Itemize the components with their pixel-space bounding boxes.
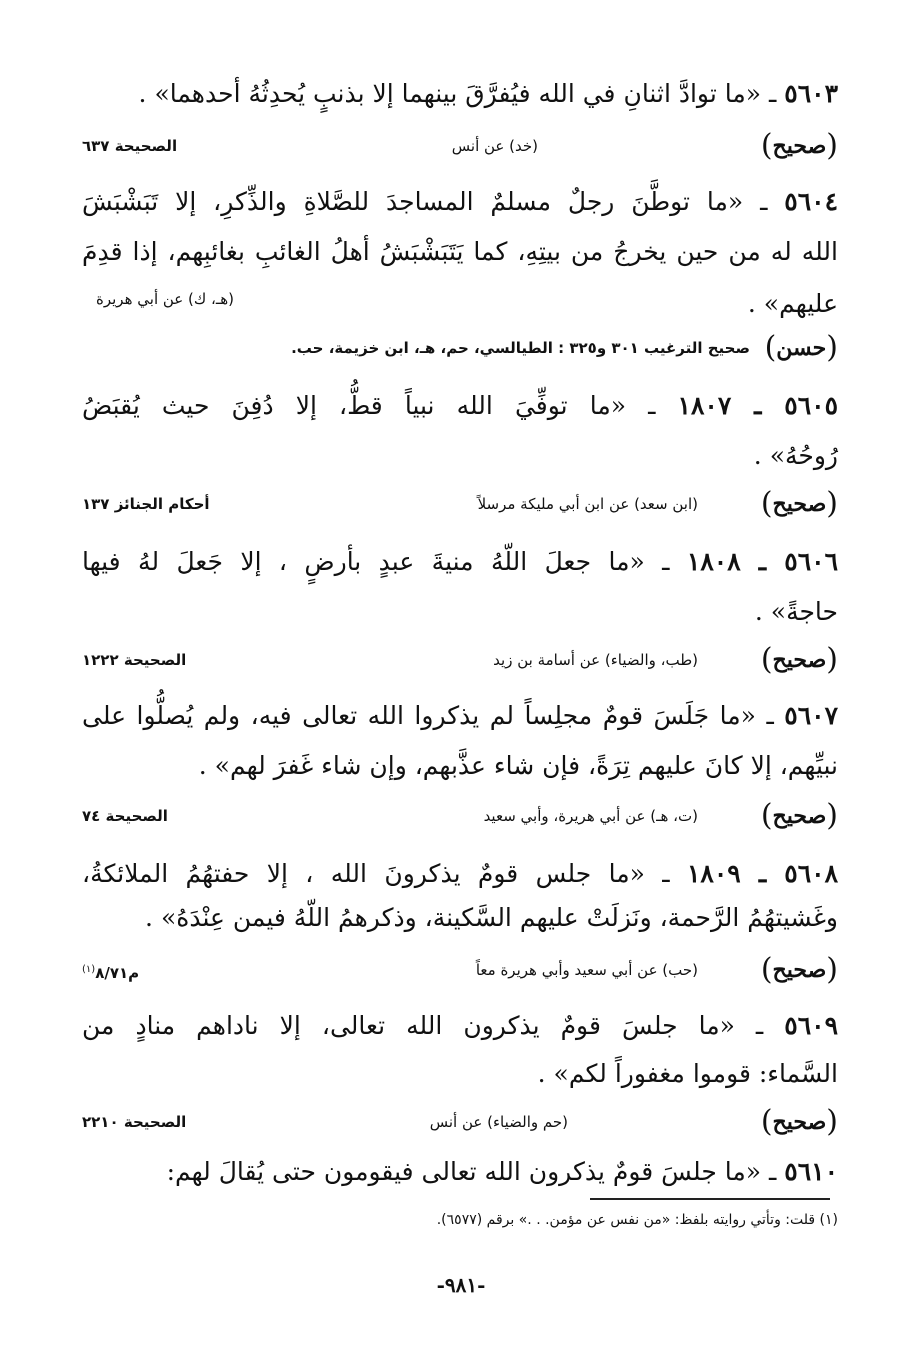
dash: ـ: [662, 547, 670, 576]
grade-label: (صحيح): [760, 486, 838, 521]
source-citation: (طب، والضياء) عن أسامة بن زيد: [493, 651, 698, 669]
dash: ـ: [769, 1157, 777, 1186]
hadith-number: ٥٦٠٩: [784, 1011, 838, 1040]
hadith-5609-grade-row: [82, 1102, 838, 1142]
page-number: -٩٨١-: [436, 1273, 486, 1297]
hadith-number: ٥٦٠٦ ـ ١٨٠٨: [686, 547, 838, 576]
hadith-number: ٥٦٠٤: [784, 187, 838, 216]
dash: ـ: [662, 859, 670, 888]
hadith-text: «ما توطَّنَ رجلٌ مسلمٌ المساجدَ للصَّلاةِ والذِّكرِ، إلا تَبَشْبَشَ: [82, 187, 744, 216]
hadith-5609-line-2: [82, 1052, 838, 1096]
reference: أحكام الجنائز ١٣٧: [82, 495, 210, 513]
reference: الصحيحة ٧٤: [82, 807, 168, 825]
hadith-text: وغَشيتهُمُ الرَّحمة، ونَزلَتْ عليهم السَّكينة، وذكرهمُ اللّهُ فيمن عِنْدَهُ» .: [145, 903, 838, 932]
dash: ـ: [766, 701, 774, 730]
source-citation: (حب) عن أبي سعيد وأبي هريرة معاً: [475, 961, 698, 979]
hadith-5607-grade-row: [82, 796, 838, 836]
hadith-5604-line-2: [82, 230, 838, 274]
grade-label: (حسن): [764, 330, 838, 365]
hadith-text: رُوحُهُ» .: [753, 441, 838, 470]
dash: ـ: [648, 391, 656, 420]
hadith-number: ٥٦٠٨ ـ ١٨٠٩: [686, 859, 838, 888]
footnote: (١) قلت: وتأتي روايته بلفظ: «من نفس عن مؤمن. . .» برقم (٦٥٧٧).: [436, 1212, 838, 1228]
source-citation: (ت، هـ) عن أبي هريرة، وأبي سعيد: [483, 807, 698, 825]
hadith-5607-line-1: [82, 694, 838, 738]
hadith-text: السَّماء: قوموا مغفوراً لكم» .: [537, 1059, 838, 1088]
hadith-5605-line-1: [82, 384, 838, 428]
hadith-5604-line-1: [82, 180, 838, 224]
hadith-text: «ما جعلَ اللّهُ منيةَ عبدٍ بأرضٍ ، إلا جَعلَ لهُ فيها: [82, 547, 645, 576]
hadith-5606-line-2: [82, 590, 838, 634]
source-citation: صحيح الترغيب ٣٠١ و٣٢٥ : الطيالسي، حم، هـ، ابن خزيمة، حب.: [291, 339, 750, 357]
hadith-5603-line-1: [82, 72, 838, 116]
hadith-text: «ما توفِّيَ الله نبياً قطُّ، إلا دُفِنَ حيث يُقبَضُ: [82, 391, 627, 420]
grade-label: (صحيح): [760, 1104, 838, 1139]
dash: ـ: [755, 1011, 764, 1040]
source-citation: (خد) عن أنس: [451, 137, 538, 155]
reference: الصحيحة ٢٢١٠: [82, 1113, 187, 1131]
reference: م٨/٧١$^{(١)}$: [82, 964, 140, 982]
hadith-number: ٥٦٠٣: [784, 79, 838, 108]
hadith-5606-line-1: [82, 540, 838, 584]
grade-label: (صحيح): [760, 128, 838, 163]
hadith-5607-line-2: [82, 744, 838, 788]
hadith-5608-grade-row: [82, 950, 838, 990]
hadith-5605-grade-row: [82, 484, 838, 524]
hadith-text: «ما جلسَ قومٌ يذكرون الله تعالى، إلا ناداهم منادٍ من: [82, 1011, 735, 1040]
hadith-text: عليهم» .: [747, 289, 838, 318]
hadith-5603-grade-row: [82, 126, 838, 166]
source-citation: (ابن سعد) عن ابن أبي مليكة مرسلاً: [477, 495, 698, 513]
hadith-text: «ما جَلَسَ قومٌ مجلِساً لم يذكروا الله تعالى فيه، ولم يُصلُّوا على: [82, 701, 756, 730]
hadith-text: الله له من حين يخرجُ من بيتِهِ، كما يَتَبَشْبَشُ أهلُ الغائبِ بغائبِهم، إذا قدِمَ: [82, 237, 838, 266]
hadith-5606-grade-row: [82, 640, 838, 680]
hadith-text: «ما جلس قومٌ يذكرونَ الله ، إلا حفتهُمُ الملائكةُ،: [82, 859, 645, 888]
reference: الصحيحة ١٢٢٢: [82, 651, 187, 669]
hadith-text: «ما جلسَ قومٌ يذكرون الله تعالى فيقومون حتى يُقالَ لهم:: [166, 1157, 762, 1186]
footnote-marker[interactable]: (١): [82, 964, 96, 975]
hadith-5610-line-1: [82, 1150, 838, 1194]
footnote-divider: [590, 1198, 830, 1200]
hadith-number: ٥٦٠٥ ـ ١٨٠٧: [677, 391, 838, 420]
hadith-5608-line-1: [82, 852, 838, 896]
hadith-5604-grade-row: [82, 328, 838, 368]
hadith-5605-line-2: [82, 434, 838, 478]
grade-label: (صحيح): [760, 952, 838, 987]
hadith-5608-line-2: [82, 896, 838, 940]
hadith-text: «ما توادَّ اثنانِ في الله فيُفرَّقَ بينهما إلا بذنبٍ يُحدِثُهُ أحدهما» .: [138, 79, 762, 108]
grade-label: (صحيح): [760, 642, 838, 677]
reference: الصحيحة ٦٣٧: [82, 137, 178, 155]
dash: ـ: [769, 79, 777, 108]
hadith-number: ٥٦١٠: [784, 1157, 838, 1186]
hadith-text: نبيِّهم، إلا كانَ عليهم تِرَةً، فإن شاء عذَّبهم، وإن شاء غَفرَ لهم» .: [198, 751, 838, 780]
hadith-text: حاجةً» .: [754, 597, 838, 626]
hadith-5609-line-1: [82, 1004, 838, 1048]
source-citation: (حم والضياء) عن أنس: [429, 1113, 568, 1131]
grade-label: (صحيح): [760, 798, 838, 833]
dash: ـ: [760, 187, 768, 216]
hadith-number: ٥٦٠٧: [784, 701, 838, 730]
source-citation: (هـ، ك) عن أبي هريرة: [96, 290, 234, 308]
